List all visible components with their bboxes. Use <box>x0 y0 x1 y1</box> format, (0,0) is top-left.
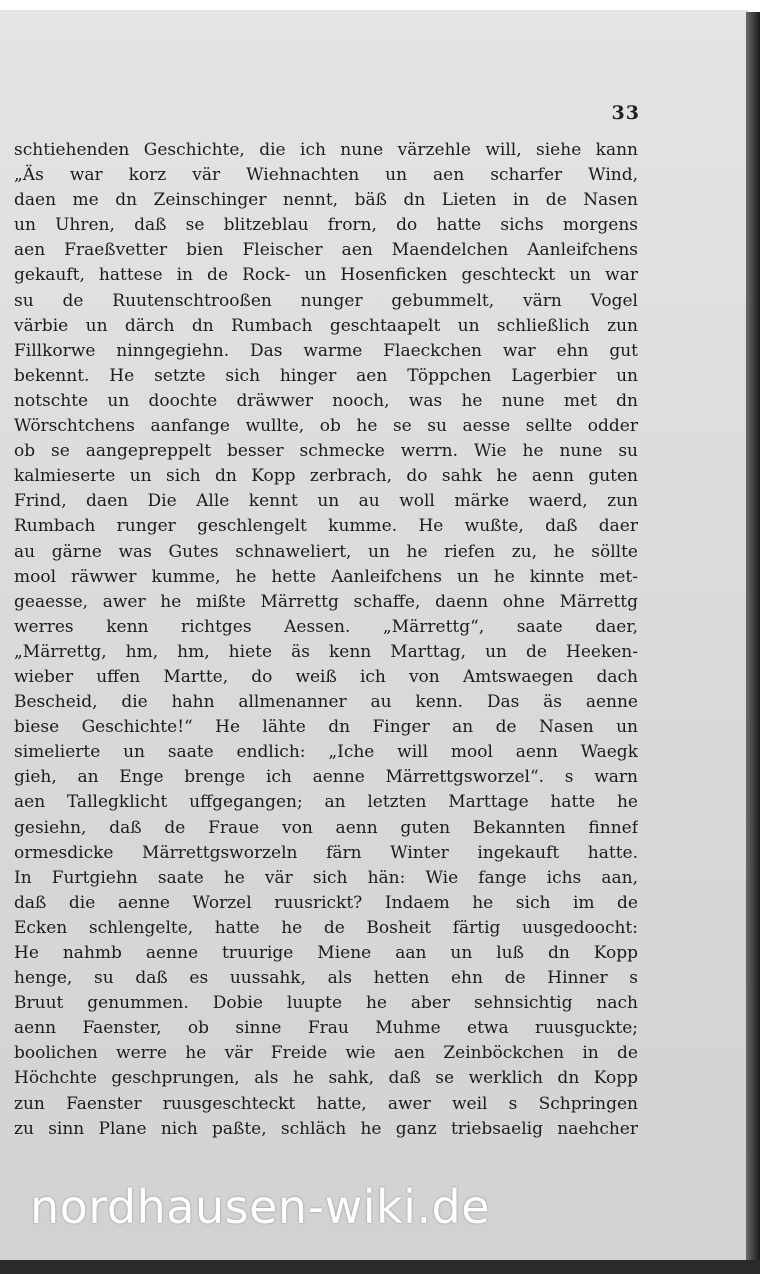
text-line: boolichen werre he vär Freide wie aen Zeinböckchen in de <box>14 1043 638 1064</box>
text-line: ormesdicke Märrettgsworzeln färn Winter ingekauft hatte. <box>14 842 638 863</box>
text-line: ob se aangepreppelt besser schmecke werrn. Wie he nune su <box>14 441 638 462</box>
text-line: kalmieserte un sich dn Kopp zerbrach, do sahk he aenn guten <box>14 466 638 487</box>
text-line: aenn Faenster, ob sinne Frau Muhme etwa ruusguckte; <box>14 1018 638 1039</box>
page-edge-shadow <box>746 12 760 1274</box>
text-line: werres kenn richtges Aessen. „Märrettg“, saate daer, <box>14 616 638 637</box>
text-line: zun Faenster ruusgeschteckt hatte, awer weil s Schpringen <box>14 1093 638 1114</box>
text-line: gieh, an Enge brenge ich aenne Märrettgsworzel“. s warn <box>14 767 638 788</box>
text-line: gesiehn, daß de Fraue von aenn guten Bekannten finnef <box>14 817 638 838</box>
text-line: henge, su daß es uussahk, als hetten ehn de Hinner s <box>14 968 638 989</box>
text-line: geaesse, awer he mißte Märrettg schaffe, daenn ohne Märrettg <box>14 591 638 612</box>
text-line: zu sinn Plane nich paßte, schläch he ganz triebsaelig naehcher <box>14 1118 638 1139</box>
text-line: mool räwwer kumme, he hette Aanleifchens un he kinnte met- <box>14 566 638 587</box>
page-number: 33 <box>611 102 640 124</box>
page-bottom-shadow <box>0 1260 760 1274</box>
text-line: au gärne was Gutes schnaweliert, un he riefen zu, he söllte <box>14 541 638 562</box>
text-line: simelierte un saate endlich: „Iche will mool aenn Waegk <box>14 742 638 763</box>
text-line: Ecken schlengelte, hatte he de Bosheit färtig uusgedoocht: <box>14 917 638 938</box>
watermark: nordhausen-wiki.de <box>30 1180 491 1234</box>
text-line: un Uhren, daß se blitzeblau frorn, do hatte sichs morgens <box>14 215 638 236</box>
text-line: „Äs war korz vär Wiehnachten un aen scharfer Wind, <box>14 165 638 186</box>
text-line: Wörschtchens aanfange wullte, ob he se su aesse sellte odder <box>14 416 638 437</box>
text-line: värbie un därch dn Rumbach geschtaapelt un schließlich zun <box>14 315 638 336</box>
text-line: Bescheid, die hahn allmenanner au kenn. Das äs aenne <box>14 692 638 713</box>
body-text <box>14 138 638 1142</box>
book-page <box>0 10 748 1262</box>
text-line: biese Geschichte!“ He lähte dn Finger an de Nasen un <box>14 717 638 738</box>
text-line: notschte un doochte dräwwer nooch, was he nune met dn <box>14 390 638 411</box>
text-line: gekauft, hattese in de Rock- un Hosenficken geschteckt un war <box>14 265 638 286</box>
text-line: He nahmb aenne truurige Miene aan un luß dn Kopp <box>14 943 638 963</box>
text-line: Rumbach runger geschlengelt kumme. He wußte, daß daer <box>14 516 638 537</box>
text-line: Höchchte geschprungen, als he sahk, daß se werklich dn Kopp <box>14 1068 638 1089</box>
text-line: In Furtgiehn saate he vär sich hän: Wie fange ichs aan, <box>14 867 638 888</box>
text-line: aen Tallegklicht uffgegangen; an letzten Marttage hatte he <box>14 792 638 813</box>
text-line: aen Fraeßvetter bien Fleischer aen Maendelchen Aanleifchens <box>14 240 638 261</box>
text-line: Fillkorwe ninngegiehn. Das warme Flaeckchen war ehn gut <box>14 340 638 361</box>
text-line: bekennt. He setzte sich hinger aen Töppchen Lagerbier un <box>14 365 638 386</box>
text-line: daen me dn Zeinschinger nennt, bäß dn Lieten in de Nasen <box>14 190 638 211</box>
text-line: daß die aenne Worzel ruusrickt? Indaem he sich im de <box>14 892 638 913</box>
text-line: „Märrettg, hm, hm, hiete äs kenn Marttag, un de Heeken- <box>14 641 638 662</box>
text-line: schtiehenden Geschichte, die ich nune värzehle will, siehe kann <box>14 140 638 160</box>
text-line: Bruut genummen. Dobie luupte he aber sehnsichtig nach <box>14 993 638 1014</box>
text-line: Frind, daen Die Alle kennt un au woll märke waerd, zun <box>14 491 638 512</box>
text-line: wieber uffen Martte, do weiß ich von Amtswaegen dach <box>14 666 638 687</box>
text-line: su de Ruutenschtrooßen nunger gebummelt, värn Vogel <box>14 290 638 311</box>
